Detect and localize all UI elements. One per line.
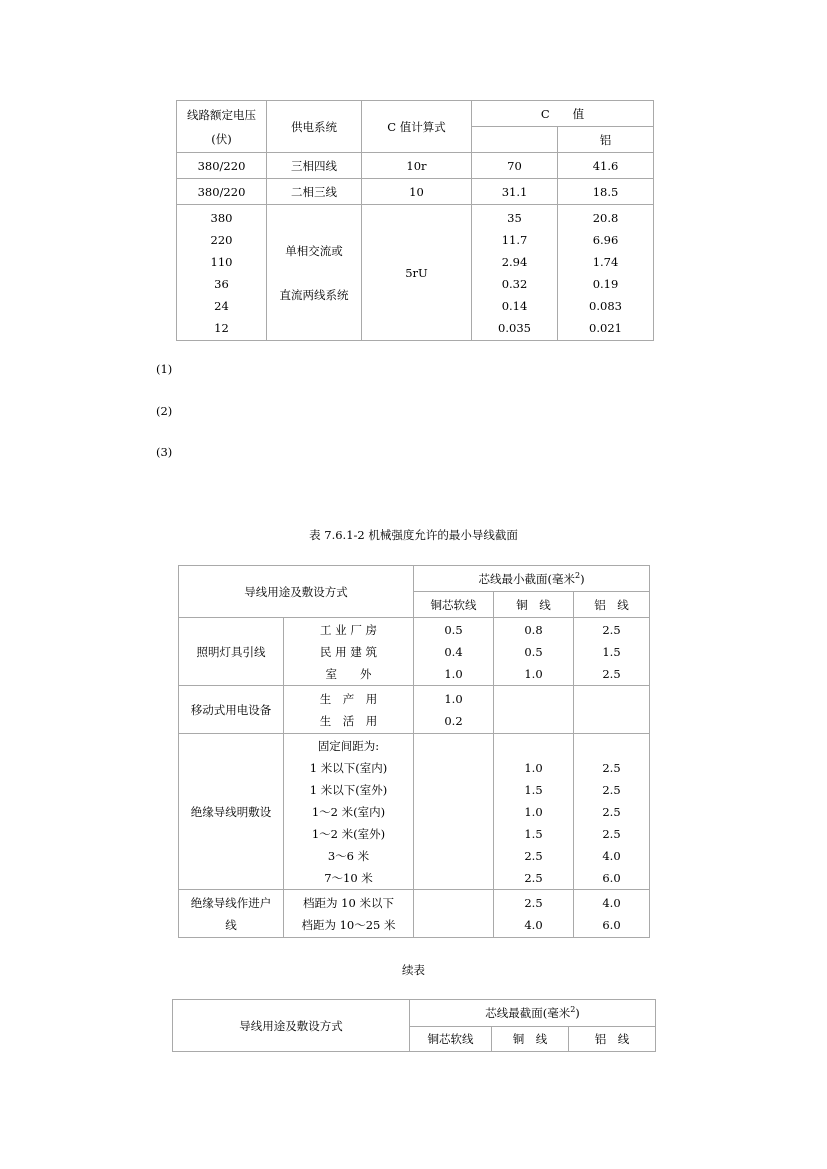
- sub-item: 固定间距为:: [317, 738, 380, 753]
- sub-item: 工 业 厂 房: [320, 622, 377, 637]
- aluminum-value: 0.19: [592, 276, 619, 291]
- aluminum-values: [574, 686, 650, 734]
- value: 2.5: [524, 895, 543, 910]
- cell-voltage: 380/220: [177, 179, 267, 205]
- header-aluminum: 铝: [558, 127, 654, 153]
- aluminum-value: 20.8: [592, 210, 619, 225]
- copper-value: 2.94: [501, 254, 528, 269]
- cell-system-group: 单相交流或 直流两线系统: [267, 205, 362, 341]
- header-copper: 铜 线: [492, 1027, 569, 1052]
- table-caption: 表 7.6.1-2 机械强度允许的最小导线截面: [309, 528, 518, 542]
- aluminum-values: [574, 618, 650, 686]
- section-name: 照明灯具引线: [179, 618, 284, 686]
- value: 0.2: [444, 713, 463, 728]
- value: [574, 735, 649, 757]
- sub-item: 生 产 用: [319, 691, 378, 706]
- aluminum-value: 0.021: [589, 320, 622, 335]
- voltage-value: 220: [210, 232, 233, 247]
- continued-label: 续表: [402, 963, 425, 977]
- value: 1.0: [524, 760, 543, 775]
- cell-aluminum: 18.5: [558, 179, 654, 205]
- voltage-value: 110: [210, 254, 233, 269]
- cell-copper: 70: [472, 153, 558, 179]
- copper-soft-values: [414, 890, 494, 938]
- copper-values: [494, 686, 574, 734]
- value: 0.5: [524, 644, 543, 659]
- sub-item: 生 活 用: [319, 713, 378, 728]
- value: 2.5: [602, 804, 621, 819]
- header-aluminum: 铝 线: [569, 1027, 656, 1052]
- voltage-value: 24: [214, 298, 229, 313]
- header-system: 供电系统: [267, 101, 362, 153]
- header-min-section: [410, 1000, 656, 1027]
- header-usage: 导线用途及敷设方式: [179, 566, 414, 618]
- copper-values: [494, 890, 574, 938]
- note-3: (3): [156, 445, 173, 459]
- note-1: (1): [156, 362, 173, 376]
- table-row: [177, 179, 654, 205]
- section-subs: [284, 734, 414, 890]
- sub-item: 3～6 米: [327, 848, 370, 863]
- sub-item: 7～10 米: [324, 870, 373, 885]
- value: [494, 735, 573, 757]
- section-name: 移动式用电设备: [179, 686, 284, 734]
- copper-values: [494, 618, 574, 686]
- copper-soft-values: [414, 618, 494, 686]
- sub-item: 档距为 10 米以下: [303, 895, 394, 910]
- header-min-section: [414, 566, 650, 592]
- section-subs: [284, 686, 414, 734]
- copper-values: [494, 734, 574, 890]
- cell-formula: 10r: [362, 153, 472, 179]
- header-min-section-label: 芯线最截面(毫米: [485, 1006, 571, 1020]
- value: 2.5: [602, 622, 621, 637]
- sub-item: 1～2 米(室内): [311, 804, 386, 819]
- value: 2.5: [524, 870, 543, 885]
- sub-item: 档距为 10～25 米: [301, 917, 396, 932]
- copper-soft-values: [414, 734, 494, 890]
- value: 2.5: [524, 848, 543, 863]
- copper-value: 0.32: [501, 276, 528, 291]
- value: 1.0: [444, 691, 463, 706]
- header-voltage: 线路额定电压 (伏): [177, 101, 267, 153]
- cell-formula-group: 5rU: [362, 205, 472, 341]
- cell-aluminum: 41.6: [558, 153, 654, 179]
- header-usage: 导线用途及敷设方式: [173, 1000, 410, 1052]
- value: 1.0: [524, 666, 543, 681]
- copper-value: 0.035: [498, 320, 531, 335]
- aluminum-value: 0.083: [589, 298, 622, 313]
- table-row: [177, 205, 654, 341]
- sub-item: 1 米以下(室外): [309, 782, 388, 797]
- value: 2.5: [602, 666, 621, 681]
- note-2: (2): [156, 404, 173, 418]
- voltage-value: 380: [210, 210, 233, 225]
- header-copper-soft: 铜芯软线: [410, 1027, 492, 1052]
- value: 0.5: [444, 622, 463, 637]
- cell-copper: 31.1: [472, 179, 558, 205]
- cell-voltage-group: [177, 205, 267, 341]
- cell-system: 三相四线: [267, 153, 362, 179]
- header-paren: ): [580, 571, 585, 586]
- sub-item: 1～2 米(室外): [311, 826, 386, 841]
- superscript: 2: [570, 1005, 576, 1015]
- superscript: 2: [574, 570, 581, 580]
- voltage-value: 36: [214, 276, 229, 291]
- copper-value: 11.7: [501, 232, 528, 247]
- value: 2.5: [602, 826, 621, 841]
- value: 4.0: [602, 848, 621, 863]
- value: 1.5: [602, 644, 621, 659]
- header-min-section-label: 芯线最小截面(毫米: [478, 571, 575, 586]
- cell-formula: 10: [362, 179, 472, 205]
- header-copper: [472, 127, 558, 153]
- value: 1.5: [524, 782, 543, 797]
- table-row: [179, 686, 650, 734]
- value: 1.0: [444, 666, 463, 681]
- table-row: [179, 618, 650, 686]
- table-row: [179, 734, 650, 890]
- header-copper-soft: 铜芯软线: [414, 592, 494, 618]
- min-section-table: [178, 565, 650, 938]
- copper-soft-values: [414, 686, 494, 734]
- section-subs: [284, 890, 414, 938]
- value: 2.5: [602, 782, 621, 797]
- sub-item: 民 用 建 筑: [320, 644, 377, 659]
- sub-item: 室 外: [325, 666, 372, 681]
- aluminum-value: 6.96: [592, 232, 619, 247]
- voltage-value: 12: [214, 320, 229, 335]
- value: 0.4: [444, 644, 463, 659]
- continued-table: [172, 999, 656, 1052]
- table-row: [177, 153, 654, 179]
- cell-copper-group: [472, 205, 558, 341]
- section-name: 绝缘导线明敷设: [179, 734, 284, 890]
- copper-value: 0.14: [501, 298, 528, 313]
- section-subs: [284, 618, 414, 686]
- cell-aluminum-group: [558, 205, 654, 341]
- aluminum-value: 1.74: [592, 254, 619, 269]
- value: 4.0: [524, 917, 543, 932]
- table-row: [179, 890, 650, 938]
- value: 4.0: [602, 895, 621, 910]
- header-aluminum: 铝 线: [574, 592, 650, 618]
- value: 1.0: [524, 804, 543, 819]
- header-paren: ): [575, 1006, 580, 1020]
- header-formula: C 值计算式: [362, 101, 472, 153]
- value: 6.0: [602, 917, 621, 932]
- sub-item: 1 米以下(室内): [309, 760, 388, 775]
- aluminum-values: [574, 734, 650, 890]
- value: 2.5: [602, 760, 621, 775]
- value: 0.8: [524, 622, 543, 637]
- aluminum-values: [574, 890, 650, 938]
- copper-value: 35: [507, 210, 522, 225]
- value: 1.5: [524, 826, 543, 841]
- cell-voltage: 380/220: [177, 153, 267, 179]
- section-name: 绝缘导线作进户 线: [179, 890, 284, 938]
- value: 6.0: [602, 870, 621, 885]
- c-value-table: [176, 100, 654, 341]
- header-copper: 铜 线: [494, 592, 574, 618]
- cell-system: 二相三线: [267, 179, 362, 205]
- header-c-value: C 值: [472, 101, 654, 127]
